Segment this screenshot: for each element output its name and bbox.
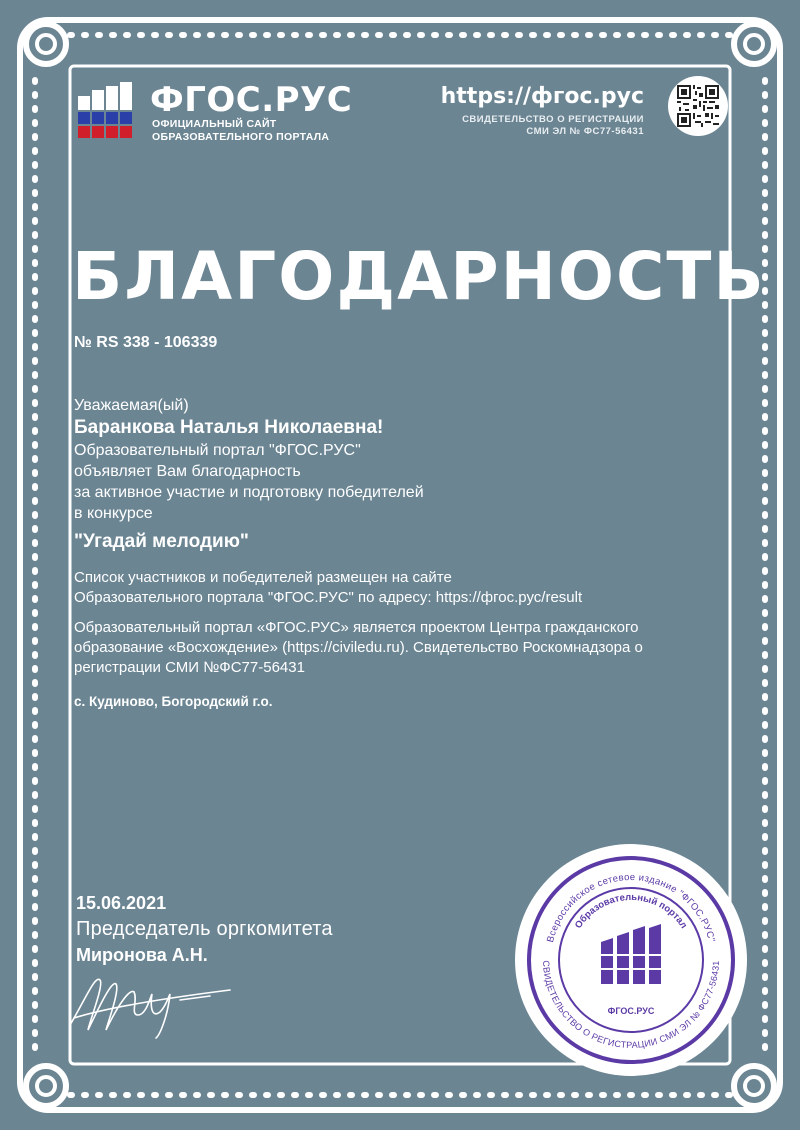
list-line1: Список участников и победителей размещен на сайте: [74, 569, 452, 586]
site-url[interactable]: https://фгос.рус: [440, 84, 644, 109]
text-line4: в конкурсе: [74, 505, 153, 522]
list-line2[interactable]: Образовательного портала "ФГОС.РУС" по адресу: https://фгос.рус/result: [74, 589, 583, 606]
recipient-name: Баранкова Наталья Николаевна!: [74, 417, 384, 438]
qr-code[interactable]: [668, 76, 728, 136]
signer-name: Миронова А.Н.: [76, 945, 208, 965]
certificate-title: БЛАГОДАРНОСТЬ: [72, 238, 766, 315]
certificate-body: [74, 395, 714, 712]
text-line1: Образовательный портал "ФГОС.РУС": [74, 442, 361, 459]
text-line3: за активное участие и подготовку победителей: [74, 484, 424, 501]
seal-stamp: [513, 842, 749, 1078]
greeting: Уважаемая(ый): [74, 397, 189, 414]
qr-code-icon: [677, 85, 719, 127]
registration-info: [462, 114, 644, 138]
logo-subtitle-line1: ОФИЦИАЛЬНЫЙ САЙТ: [152, 118, 277, 130]
about-text: Образовательный портал «ФГОС.РУС» является проектом Центра гражданского образование «Восхождение» (https://civiledu.ru). Свидетельство Роскомнадзора о регистрации СМИ №ФС77-56431: [74, 619, 643, 676]
certificate-number: № RS 338 - 106339: [74, 334, 218, 351]
signer-role: Председатель оргкомитета: [76, 918, 333, 940]
seal-bottom-text: СВИДЕТЕЛЬСТВО О РЕГИСТРАЦИИ СМИ ЭЛ № ФС77-56431: [540, 960, 722, 1051]
logo-name: ФГОС.РУС: [150, 80, 353, 120]
location: с. Кудиново, Богородский г.о.: [74, 694, 273, 709]
seal-inner-text: Образовательный портал: [572, 891, 690, 931]
logo-subtitle-line2: ОБРАЗОВАТЕЛЬНОГО ПОРТАЛА: [152, 131, 330, 143]
registration-line1: СВИДЕТЕЛЬСТВО О РЕГИСТРАЦИИ: [462, 114, 644, 125]
text-line2: объявляет Вам благодарность: [74, 463, 301, 480]
signature-mark: [60, 960, 240, 1040]
seal-outer-text: Всероссийское сетевое издание "ФГОС.РУС": [545, 871, 717, 944]
logo-flag-icon: [78, 82, 138, 142]
logo-subtitle: [152, 118, 329, 144]
issue-date: 15.06.2021: [76, 893, 167, 913]
registration-line2: СМИ ЭЛ № ФС77-56431: [526, 126, 644, 137]
seal-center-text: ФГОС.РУС: [607, 1006, 655, 1016]
contest-name: "Угадай мелодию": [74, 531, 249, 552]
